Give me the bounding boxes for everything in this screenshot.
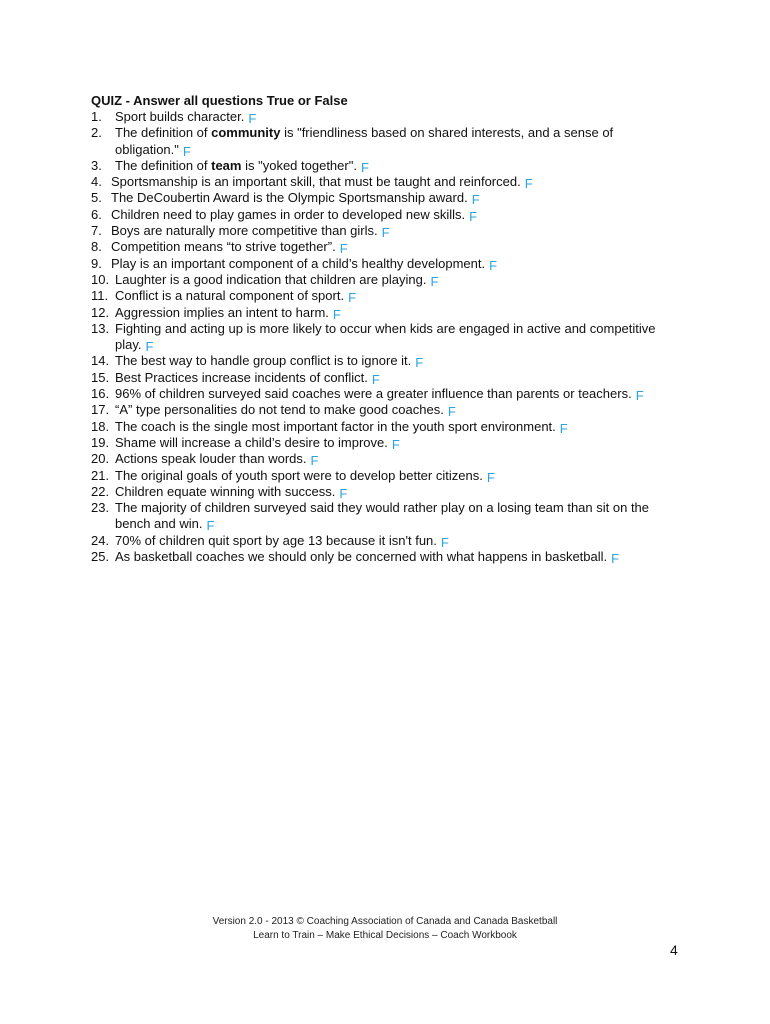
answer-mark: F: [206, 518, 215, 534]
question-text: The original goals of youth sport were to develop better citizens.: [115, 467, 483, 483]
quiz-question: [91, 125, 681, 158]
answer-mark: F: [248, 111, 257, 126]
quiz-question: [91, 370, 681, 386]
answer-mark: F: [415, 355, 424, 371]
question-number: 19.: [91, 434, 110, 450]
question-text: Best Practices increase incidents of conflict.: [115, 369, 368, 385]
quiz-question: [91, 207, 681, 223]
question-number: 8.: [91, 239, 102, 255]
answer-mark: F: [332, 306, 341, 322]
answer-mark: F: [469, 208, 478, 224]
answer-mark: F: [360, 159, 369, 175]
question-number: 23.: [91, 500, 110, 516]
question-text: Conflict is a natural component of sport.: [115, 288, 345, 304]
question-text: Children need to play games in order to developed new skills.: [111, 206, 466, 222]
question-number: 16.: [91, 386, 110, 402]
answer-mark: F: [440, 534, 449, 550]
question-number: 5.: [91, 190, 102, 206]
question-number: 10.: [91, 271, 110, 287]
question-number: 18.: [91, 418, 110, 434]
quiz-question: [91, 305, 681, 321]
answer-mark: F: [489, 257, 498, 273]
answer-mark: F: [524, 176, 533, 192]
quiz-question: [91, 419, 681, 435]
question-text: The best way to handle group conflict is to ignore it.: [115, 353, 412, 369]
answer-mark: F: [611, 551, 620, 567]
quiz-question: [91, 435, 681, 451]
question-text-pre: The definition of: [115, 157, 212, 173]
question-text: The DeCoubertin Award is the Olympic Sportsmanship award.: [111, 190, 468, 206]
question-number: 12.: [91, 304, 110, 320]
answer-mark: F: [635, 388, 644, 404]
answer-mark: F: [339, 485, 348, 501]
footer-workbook-line: Learn to Train – Make Ethical Decisions – Coach Workbook: [253, 930, 517, 941]
quiz-question: [91, 239, 681, 255]
question-number: 20.: [91, 451, 110, 467]
question-number: 24.: [91, 532, 110, 548]
question-number: 22.: [91, 483, 110, 499]
quiz-question: [91, 256, 681, 272]
question-text: The coach is the single most important factor in the youth sport environment.: [115, 418, 556, 434]
question-text-bold: community: [211, 125, 281, 141]
answer-mark: F: [371, 371, 380, 387]
quiz-question: [91, 500, 681, 533]
answer-mark: F: [339, 241, 348, 257]
question-number: 14.: [91, 353, 110, 369]
question-number: 1.: [91, 109, 102, 124]
question-text: 70% of children quit sport by age 13 because it isn't fun.: [115, 532, 437, 548]
question-text: As basketball coaches we should only be concerned with what happens in basketball.: [115, 549, 608, 565]
question-number: 15.: [91, 369, 110, 385]
quiz-title: QUIZ - Answer all questions True or False: [91, 93, 348, 108]
quiz-question: [91, 109, 681, 125]
question-text: Children equate winning with success.: [115, 483, 336, 499]
quiz-question: [91, 386, 681, 402]
quiz-question: [91, 321, 681, 354]
quiz-question: [91, 288, 681, 304]
quiz-question: [91, 272, 681, 288]
answer-mark: F: [447, 404, 456, 420]
quiz-question: [91, 190, 681, 206]
answer-mark: F: [559, 420, 568, 436]
quiz-question: [91, 402, 681, 418]
question-number: 13.: [91, 320, 110, 336]
quiz-question: [91, 549, 681, 565]
quiz-question: [91, 451, 681, 467]
answer-mark: F: [145, 339, 154, 355]
page-footer: [0, 915, 770, 943]
question-text: Sportsmanship is an important skill, that must be taught and reinforced.: [111, 174, 521, 190]
question-text: Shame will increase a child’s desire to improve.: [115, 434, 388, 450]
question-number: 25.: [91, 549, 110, 565]
quiz-question: [91, 174, 681, 190]
question-number: 3.: [91, 157, 102, 173]
answer-mark: F: [430, 273, 439, 289]
question-text: Actions speak louder than words.: [115, 451, 307, 467]
footer-version-line: Version 2.0 - 2013 © Coaching Association of Canada and Canada Basketball: [212, 916, 558, 927]
answer-mark: F: [348, 290, 357, 306]
question-text: Fighting and acting up is more likely to occur when kids are engaged in active and competitive play.: [115, 320, 656, 353]
question-text: Play is an important component of a child’s healthy development.: [111, 255, 486, 271]
answer-mark: F: [182, 143, 191, 159]
quiz-question: [91, 468, 681, 484]
answer-mark: F: [310, 453, 319, 469]
question-text-bold: team: [211, 157, 242, 173]
question-text: The majority of children surveyed said they would rather play on a losing team than sit on the bench and win.: [115, 500, 650, 532]
question-number: 4.: [91, 174, 102, 190]
question-text-pre: The definition of: [115, 125, 212, 141]
answer-mark: F: [381, 225, 390, 241]
question-text: Boys are naturally more competitive than girls.: [111, 223, 378, 239]
question-text: Sport builds character.: [115, 109, 245, 124]
question-number: 2.: [91, 125, 102, 141]
question-number: 9.: [91, 255, 102, 271]
answer-mark: F: [486, 469, 495, 485]
question-text: Aggression implies an intent to harm.: [115, 304, 329, 320]
question-number: 6.: [91, 206, 102, 222]
quiz-question: [91, 158, 681, 174]
quiz-question: [91, 533, 681, 549]
question-number: 17.: [91, 402, 110, 418]
answer-mark: F: [471, 192, 480, 208]
quiz-section: [91, 93, 681, 565]
question-text: Laughter is a good indication that children are playing.: [115, 271, 427, 287]
answer-mark: F: [391, 436, 400, 452]
question-text: 96% of children surveyed said coaches were a greater influence than parents or teachers.: [115, 386, 632, 402]
page-number: 4: [670, 942, 678, 958]
question-number: 7.: [91, 223, 102, 239]
question-number: 21.: [91, 467, 110, 483]
quiz-question: [91, 353, 681, 369]
quiz-question: [91, 484, 681, 500]
question-text-post: is "yoked together".: [241, 157, 357, 173]
question-number: 11.: [91, 288, 109, 304]
question-text: “A” type personalities do not tend to make good coaches.: [115, 402, 444, 418]
question-text-post: is "friendliness based on shared interests, and a sense of obligation.": [115, 125, 614, 157]
quiz-question: [91, 223, 681, 239]
question-text: Competition means “to strive together”.: [111, 239, 336, 255]
